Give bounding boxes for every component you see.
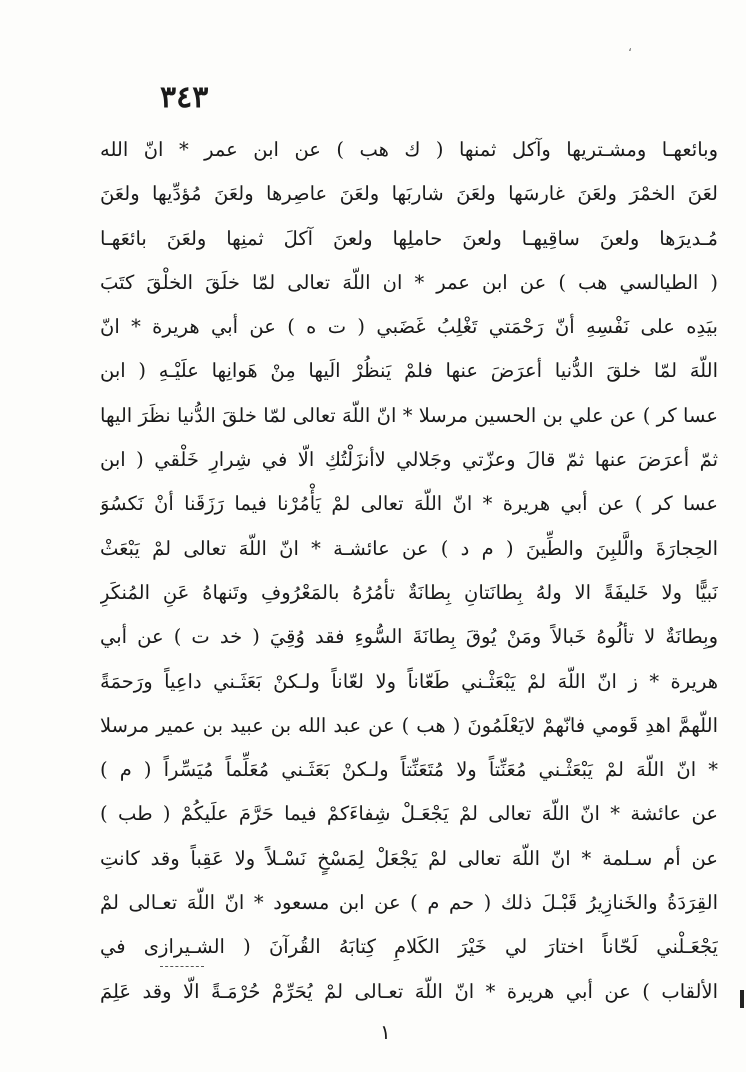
signature-mark: ١ <box>380 1020 391 1044</box>
hadith-text-block <box>100 128 718 1014</box>
corner-mark: ، <box>628 40 632 54</box>
text-line: الألقاب ) عن أبي هريرة * انّ اللّهَ تعـالى لمْ يُحَرِّمْ حُرْمَـةً الّا وقد عَلِمَ <box>100 979 718 1003</box>
text-line: عسا كر ) عن علي بن الحسين مرسلا * انّ اللّهَ تعالى لمّا خلقَ الدُّنيا نظَرَ اليها <box>100 403 718 427</box>
text-line: اللّهَ لمّا خلقَ الدُّنيا أعرَضَ عنها فلمْ يَنظُرْ الَيها مِنْ هَوانِها علَيْـهِ ( ابن <box>100 359 718 383</box>
page-edge-mark <box>740 990 744 1008</box>
text-line: عن عائشة * انّ اللّهَ تعالى لمْ يَجْعَـلْ شِفاءَكمْ فيما حَرَّمَ علَيكُمْ ( طب ) <box>100 802 718 826</box>
text-line: بيَدِه على نَفْسِهِ أنّ رَحْمَتي تَغْلِبُ غَضَبي ( ت ه ) عن أبي هريرة * انّ <box>100 315 718 339</box>
text-line: لعَنَ الخمْرَ ولعَنَ غارسَها ولعَنَ شاربَها ولعَنَ عاصِرها ولعَنَ مُؤدِّيها ولعَنَ <box>100 182 718 206</box>
text-line: نَبيًّا ولا خَليفَةً الا ولهُ بِطانَتانِ بِطانَةٌ تأمُرُهُ بالمَعْرُوفِ وتَنهاهُ عَنِ المُنكَرِ <box>100 580 718 604</box>
continuation-rule <box>160 966 204 967</box>
text-line: وبائعهـا ومشـتريها وآكل ثمنها ( ك هب ) عن ابن عمر * انّ الله <box>100 138 718 161</box>
text-line: مُـديرَها ولعنَ ساقِيهـا ولعنَ حاملِها ولعنَ آكلَ ثمنِها ولعَنَ بائعَهـا <box>100 226 718 250</box>
text-line: القِرَدَةُ والخَنازِيرُ قَبْـلَ ذلك ( حم م ) عن ابن مسعود * انّ اللّهَ تعـالى لمْ <box>100 891 718 915</box>
text-line: هريرة * ز انّ اللّهَ لمْ يَبْعَثْـني طَعّاناً ولا لعّاناً ولـكنْ بَعَثَـني داعِياً ورَحمَةً <box>100 669 718 693</box>
page-number: ٣٤٣ <box>160 80 209 115</box>
text-line: ثمّ أعرَضَ عنها ثمّ قالَ وعزّتي وجَلالي لاأنزَلْتُكِ الّا في شِرارِ خَلْقي ( ابن <box>100 448 718 472</box>
text-line: وبِطانَةٌ لا تألُوهُ خَبالاً ومَنْ يُوقَ بِطانَةَ السُّوءِ فقد وُقِيَ ( خد ت ) عن أبي <box>100 625 718 649</box>
text-line: الحِجارَةَ والَّلبِنَ والطِّينَ ( م د ) عن عائشـة * انّ اللّهَ تعالى لمْ يَبْعَثْ <box>100 536 718 560</box>
text-line: ( الطيالسي هب ) عن ابن عمر * ان اللّهَ تعالى لمّا خلَقَ الخلْقَ كتَبَ <box>100 270 718 294</box>
text-line: عن أم سـلمة * انّ اللّهَ تعالى لمْ يَجْعَلْ لِمَسْخٍ نَسْـلاً ولا عَقِباً وقد كانتِ <box>100 846 718 870</box>
text-line: * انّ اللّهَ لمْ يَبْعَثْـني مُعَنِّتاً ولا مُتَعَنِّتاً ولـكنْ بَعَثَـني مُعَلِّماً مُيَسِّراً ( م ) <box>100 758 718 782</box>
text-line: اللّهمَّ اهدِ قَومي فانّهمْ لايَعْلَمُونَ ( هب ) عن عبد الله بن عبيد بن عمير مرسلا <box>100 713 718 737</box>
text-line: عسا كر ) عن أبي هريرة * انّ اللّهَ تعالى لمْ يَأْمُرْنا فيما رَزَقَنا أنْ نَكسُوَ <box>100 492 718 516</box>
text-line: يَجْعَـلْني لَحّاناً اختارَ لي خَيْرَ الكَلامِ كِتابَهُ القُرآنَ ( الشـيرازى في <box>100 935 718 959</box>
